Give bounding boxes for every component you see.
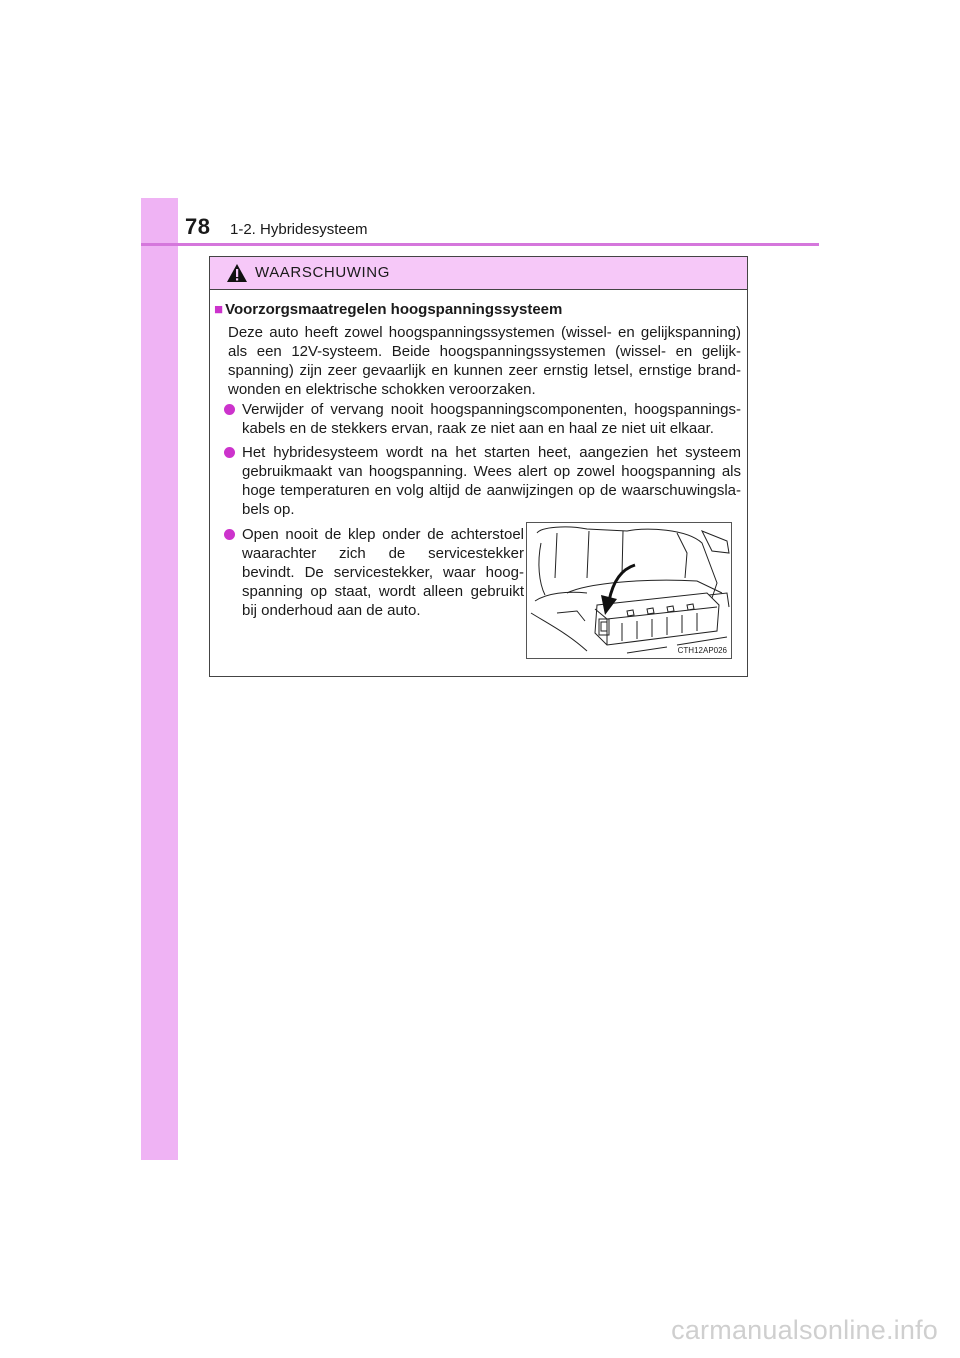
warning-header — [210, 257, 747, 290]
warning-intro: Deze auto heeft zowel hoogspanningssystemen (wissel- en gelijkspanning) als een 12V-systeem. Beide hoogspanningssystemen (wissel- en gelijk-spanning) zijn zeer gevaarlijk en kunnen zeer ernstig letsel, ernstige brand-wonden en elektrische schokken veroorzaken. — [228, 324, 741, 398]
round-bullet-icon — [224, 447, 235, 458]
round-bullet-icon — [224, 529, 235, 540]
warning-bullet-text: Verwijder of vervang nooit hoogspanningscomponenten, hoogspannings-kabels en de stekkers ervan, raak ze niet aan en haal ze niet uit elkaar. — [242, 401, 741, 437]
warning-bullet-text: Het hybridesysteem wordt na het starten heet, aangezien het systeem gebruikmaakt van hoogspanning. Wees alert op zowel hoogspanning als hoge temperaturen en volg altijd de aanwijzingen op de waarschuwingsla-bels op. — [242, 444, 741, 518]
warning-heading-text: Voorzorgsmaatregelen hoogspanningssysteem — [225, 301, 563, 318]
rear-seat-drawing — [527, 523, 731, 658]
section-title: 1-2. Hybridesysteem — [230, 221, 368, 238]
watermark: carmanualsonline.info — [671, 1315, 938, 1345]
warning-box — [209, 256, 748, 677]
warning-label: WAARSCHUWING — [255, 264, 390, 281]
warning-bullet-text: Open nooit de klep onder de achterstoel waarachter zich de servicestekker bevindt. De servicestekker, waar hoog-spanning op staat, wordt alleen gebruikt bij onderhoud aan de auto. — [242, 526, 524, 619]
warning-triangle-icon — [226, 263, 248, 283]
square-bullet-icon: ■ — [214, 301, 224, 318]
chapter-tab-strip — [141, 198, 178, 1160]
page-number: 78 — [185, 214, 211, 239]
rear-seat-service-plug-illustration — [526, 522, 732, 659]
figure-code: CTH12AP026 — [677, 646, 727, 655]
round-bullet-icon — [224, 404, 235, 415]
warning-heading — [214, 301, 562, 318]
header-rule — [141, 243, 819, 246]
